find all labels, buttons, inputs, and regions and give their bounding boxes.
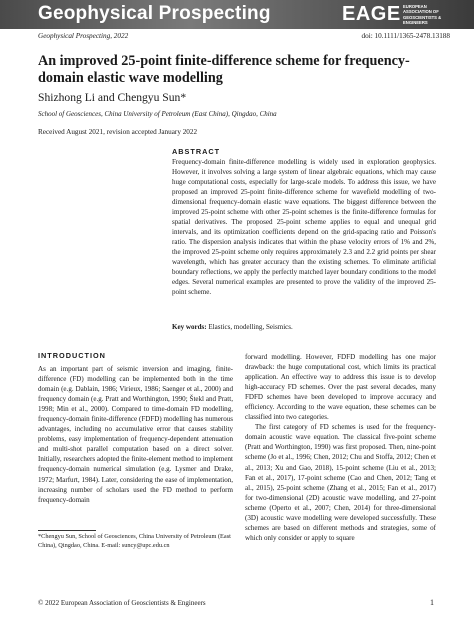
introduction-heading: INTRODUCTION: [38, 351, 106, 360]
keywords-values: Elastics, modelling, Seismics.: [208, 323, 293, 331]
doi-link[interactable]: doi: 10.1111/1365-2478.13188: [361, 32, 450, 40]
running-head-citation: Geophysical Prospecting, 2022: [38, 32, 129, 40]
author-list: Shizhong Li and Chengyu Sun*: [38, 91, 187, 104]
eage-subtitle: [403, 4, 474, 25]
page-number: 1: [430, 598, 434, 607]
copyright-notice: © 2022 European Association of Geoscientists & Engineers: [38, 599, 206, 607]
eage-wordmark: EAGE: [342, 3, 401, 25]
introduction-column-left: As an important part of seismic inversion and imaging, finite-difference (FD) modelling can be implemented both in the time domain (e.g. Dablain, 1986; Virieux, 1986; Saenger et al., 2000) and frequency domain (e.g. Pratt and Worthington, 1990; Štekl and Pratt, 1998; Min et al., 2000). Compared to time-domain FD modelling, frequency-domain finite-difference (FDFD) modelling has numerous advantages, including no accumulative error that causes stability problems, easy implementation of frequency-dependent attenuation and multi-shot parallel computation based on a direct solver. Initially, researchers adopted the finite-element method to implement frequency-domain numerical simulation (e.g. Lysmer and Drake, 1972; Marfurt, 1984). Later, considering the ease of implementation, increasing number of scholars used the FD method to perform frequency-domain: [38, 365, 233, 504]
received-dates: Received August 2021, revision accepted January 2022: [38, 128, 198, 136]
eage-subtitle-line: ENGINEERS: [403, 19, 428, 25]
introduction-paragraph: forward modelling. However, FDFD modelling has one major drawback: the huge computational cost, which limits its practical application. An effective way to address this issue is to develop high-accuracy FD schemes. Over the past several decades, many FDFD schemes have been developed to improve accuracy and efficiency. According to the wave equation, these schemes can be classified into two categories.: [245, 353, 436, 422]
eage-subtitle-line: GEOSCIENTISTS &: [403, 14, 442, 20]
introduction-column-right: [245, 352, 436, 543]
abstract-body: Frequency-domain finite-difference modelling is widely used in exploration geophysics. However, it involves solving a large system of linear algebraic equations, which may cause huge computational costs, especially for large-scale models. To address this issue, we have proposed an improved 25-point finite-difference scheme for wavefield modelling of two-dimensional frequency-domain elastic wave equations. The biggest difference between the improved 25-point scheme with other 25-point schemes is the finite-difference formulas for spatial derivatives. The proposed 25-point scheme applies to equal and unequal grid intervals, and its optimization coefficients depend on the grid-spacing ratio and Poisson's ratio. The dispersion analysis indicates that within the phase velocity errors of 1% and 2%, the improved 25-point scheme only requires approximately 2.3 and 2.2 grid points per shear wavelength, which has greater accuracy than the existing schemes. To eliminate artificial boundary reflections, we apply the perfectly matched layer boundary conditions to the model edges. Several numerical examples are presented to prove the validity of the improved 25-point scheme.: [172, 158, 436, 296]
eage-logo: [342, 2, 474, 27]
author-affiliation: School of Geosciences, China University of Petroleum (East China), Qingdao, China: [38, 110, 277, 118]
introduction-paragraph: The first category of FD schemes is used for the frequency-domain acoustic wave equation. The classical five-point scheme (Pratt and Worthington, 1990) was first proposed. Then, nine-point scheme (Jo et al., 1996; Chen, 2012; Chu and Stoffa, 2012; Chen et al., 2013; Xu and Gao, 2018), 15-point scheme (Liu et al., 2013; Fan et al., 2017), 17-point scheme (Cao and Chen, 2012; Tang et al., 2015), 25-point scheme (Zhang et al., 2015; Fan et al., 2017) for two-dimensional (2D) acoustic wave modelling, and 27-point scheme (Operto et al., 2007; Chen, 2014) for three-dimensional (3D) acoustic wave modelling were developed successfully. These schemes are based on different methods and strategies, some of which only consider or apply to square: [245, 423, 436, 542]
eage-subtitle-line: ASSOCIATION OF: [403, 9, 439, 15]
article-title: An improved 25-point finite-difference scheme for frequency-domain elastic wave modelling: [38, 53, 410, 86]
journal-logo: Geophysical Prospecting: [38, 3, 271, 24]
eage-subtitle-line: EUROPEAN: [403, 4, 427, 9]
abstract-heading: ABSTRACT: [172, 147, 221, 156]
keywords-line: [172, 323, 293, 331]
journal-header-band: [0, 0, 474, 29]
footnote-divider: [38, 530, 96, 531]
corresponding-author-footnote: *Chengyu Sun, School of Geosciences, China University of Petroleum (East China), Qingdao, China. E-mail: suncy@upc.edu.cn: [38, 533, 231, 549]
keywords-label: Key words:: [172, 323, 207, 331]
